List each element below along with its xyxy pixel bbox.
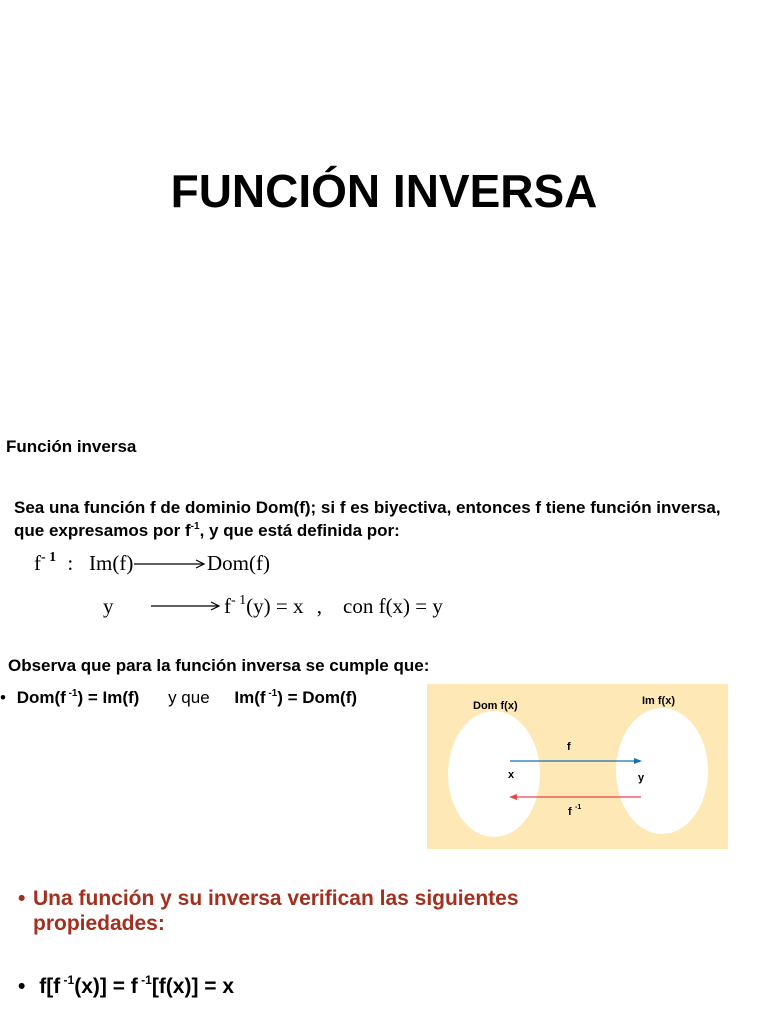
mapping-f-superscript: - 1 bbox=[41, 550, 57, 565]
property-connector: y que bbox=[168, 688, 210, 707]
mapping-domain-source: Im(f) bbox=[89, 551, 134, 575]
composition-expression: f[f $^{-1}$(x)] = f $^{-1}$[f(x)] = x bbox=[39, 973, 235, 998]
mapping-domain-target: Dom(f) bbox=[207, 551, 270, 575]
property-im-expression: Im(f $^{-1}$) = Dom(f) bbox=[234, 688, 358, 707]
mapping-condition: con f(x) = y bbox=[343, 594, 443, 618]
properties-intro bbox=[18, 886, 618, 936]
definition-text-part1: Sea una función f de dominio Dom(f); si f es biyectiva, entonces f tiene función inversa, que expresamos por f bbox=[14, 498, 721, 540]
diagram-canvas bbox=[427, 684, 728, 849]
y-label: y bbox=[638, 772, 645, 784]
mapping-inverse-equation: (y) = x bbox=[246, 594, 304, 618]
mapping-colon: : bbox=[67, 551, 74, 575]
definition-superscript: -1 bbox=[190, 521, 200, 532]
property-dom-expression: Dom(f $^{-1}$) = Im(f) bbox=[16, 688, 140, 707]
mapping-inverse-superscript: - 1 bbox=[231, 593, 247, 608]
observe-text: Observa que para la función inversa se cumple que: bbox=[8, 656, 430, 675]
section-heading: Función inversa bbox=[6, 437, 137, 456]
definition-paragraph bbox=[14, 496, 754, 542]
finv-superscript: -1 bbox=[575, 804, 582, 811]
mapping-line-1 bbox=[34, 551, 73, 575]
mapping-arrow-2 bbox=[150, 599, 222, 613]
inverse-function-diagram bbox=[427, 684, 728, 849]
f-label: f bbox=[567, 741, 571, 753]
properties-intro-text: Una función y su inversa verifican las siguientes propiedades: bbox=[33, 887, 519, 935]
mapping-arrow-1 bbox=[133, 557, 207, 571]
bullet-dot: • bbox=[0, 688, 6, 707]
mapping-comma: , bbox=[316, 594, 323, 618]
bullet-dot: • bbox=[18, 887, 26, 910]
page-title: FUNCIÓN INVERSA bbox=[170, 165, 598, 217]
image-ellipse bbox=[616, 708, 708, 834]
domain-ellipse bbox=[448, 711, 540, 837]
definition-text-part2: , y que está definida por: bbox=[199, 521, 400, 540]
mapping-inverse-expression bbox=[224, 594, 322, 618]
im-label: Im f(x) bbox=[642, 695, 675, 707]
mapping-inverse-f: f bbox=[224, 594, 231, 618]
property-composition bbox=[18, 975, 234, 999]
mapping-variable-y: y bbox=[103, 594, 114, 618]
dom-label: Dom f(x) bbox=[473, 700, 518, 712]
bullet-dot: • bbox=[18, 975, 26, 998]
mapping-f: f bbox=[34, 551, 41, 575]
property-domain-image bbox=[0, 688, 357, 708]
finv-label: f bbox=[568, 806, 572, 818]
x-label: x bbox=[508, 769, 515, 781]
